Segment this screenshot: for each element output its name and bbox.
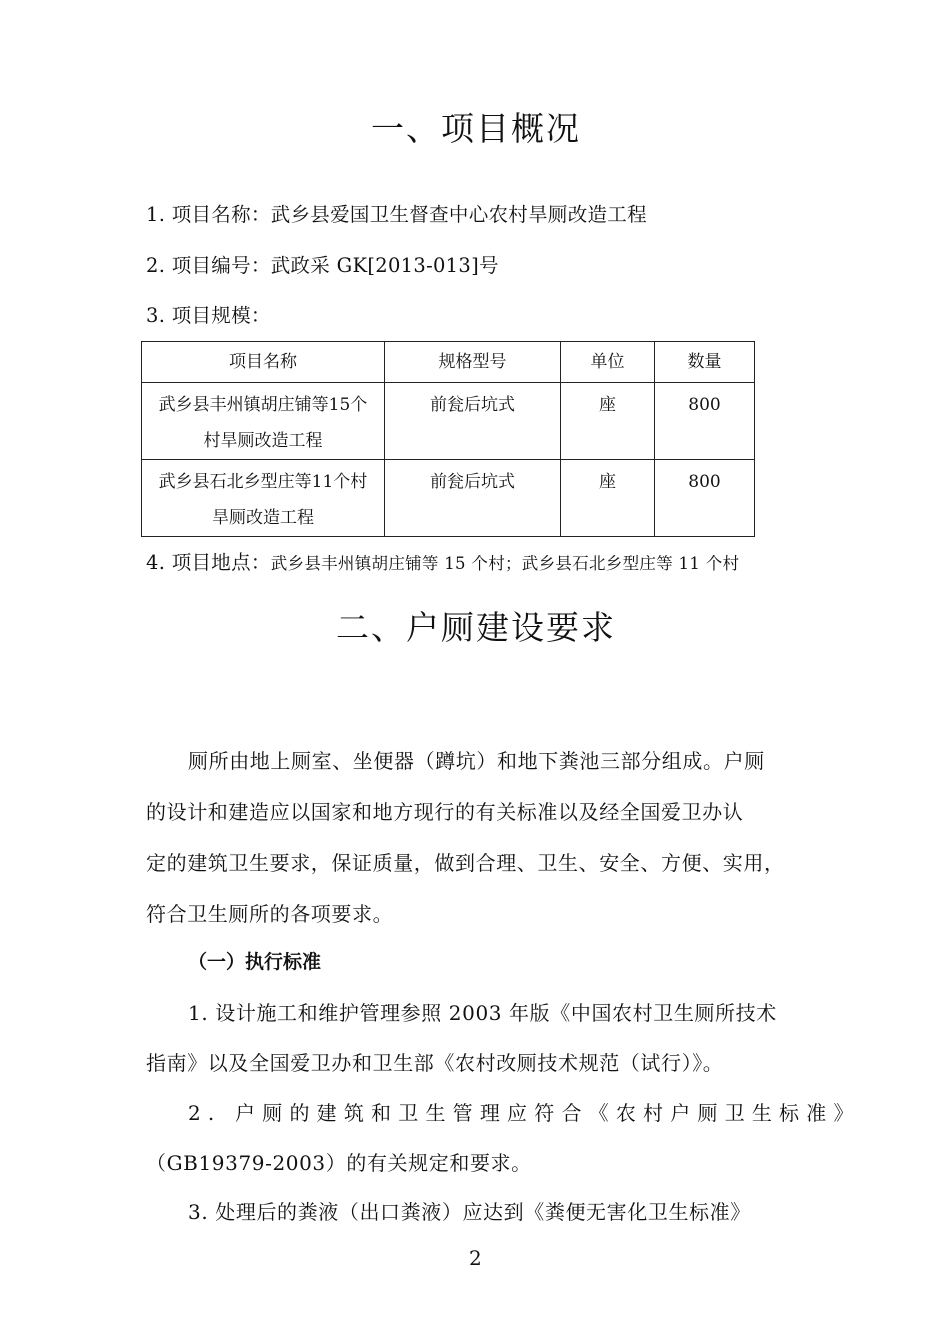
table-cell-unit: 座 — [561, 383, 655, 460]
table-cell-qty: 800 — [655, 460, 755, 537]
table-cell-unit: 座 — [561, 460, 655, 537]
subheading-standards: （一）执行标准 — [188, 951, 322, 973]
table-cell-qty: 800 — [655, 383, 755, 460]
paragraph-line: （GB19379-2003）的有关规定和要求。 — [146, 1151, 532, 1175]
table-row — [142, 460, 755, 537]
paragraph-line: 1. 设计施工和维护管理参照 2003 年版《中国农村卫生厕所技术 — [188, 1001, 777, 1025]
paragraph-line: 2. 户厕的建筑和卫生管理应符合《农村户厕卫生标准》 — [188, 1101, 861, 1125]
table-row — [142, 383, 755, 460]
project-code-line: 2. 项目编号：武政采 GK[2013-013]号 — [146, 254, 499, 277]
paragraph-line: 指南》以及全国爱卫办和卫生部《农村改厕技术规范（试行）》。 — [146, 1051, 724, 1075]
project-name-line: 1. 项目名称：武乡县爱国卫生督查中心农村旱厕改造工程 — [146, 203, 647, 226]
cell-text: 村旱厕改造工程 — [203, 431, 323, 451]
table-cell-name — [142, 460, 385, 537]
cell-text: 旱厕改造工程 — [212, 508, 314, 528]
cell-text: 武乡县石北乡型庄等11个村 — [158, 472, 368, 492]
paragraph-line: 符合卫生厕所的各项要求。 — [146, 902, 394, 926]
cell-text: 武乡县丰州镇胡庄铺等15个 — [158, 395, 368, 415]
section-heading-requirements: 二、户厕建设要求 — [336, 608, 616, 647]
table-header-cell: 数量 — [655, 342, 755, 383]
project-scale-line: 3. 项目规模： — [146, 304, 271, 327]
project-location-line — [146, 547, 739, 575]
table-header-row — [142, 342, 755, 383]
location-value: 武乡县丰州镇胡庄铺等 15 个村；武乡县石北乡型庄等 11 个村 — [270, 554, 740, 573]
table-header-cell: 规格型号 — [385, 342, 561, 383]
table-cell-spec: 前瓮后坑式 — [385, 460, 561, 537]
table-header-cell: 项目名称 — [142, 342, 385, 383]
table-cell-name — [142, 383, 385, 460]
paragraph-line: 的设计和建造应以国家和地方现行的有关标准以及经全国爱卫办认 — [146, 800, 744, 824]
table-cell-spec: 前瓮后坑式 — [385, 383, 561, 460]
project-scale-table — [141, 341, 755, 537]
paragraph-line: 厕所由地上厕室、坐便器（蹲坑）和地下粪池三部分组成。户厕 — [188, 749, 765, 773]
location-label: 4. 项目地点： — [146, 551, 271, 574]
section-heading-overview: 一、项目概况 — [371, 109, 581, 148]
paragraph-line: 定的建筑卫生要求，保证质量，做到合理、卫生、安全、方便、实用， — [146, 851, 785, 875]
page-number: 2 — [469, 1246, 482, 1270]
table-header-cell: 单位 — [561, 342, 655, 383]
paragraph-line: 3. 处理后的粪液（出口粪液）应达到《粪便无害化卫生标准》 — [188, 1200, 751, 1224]
